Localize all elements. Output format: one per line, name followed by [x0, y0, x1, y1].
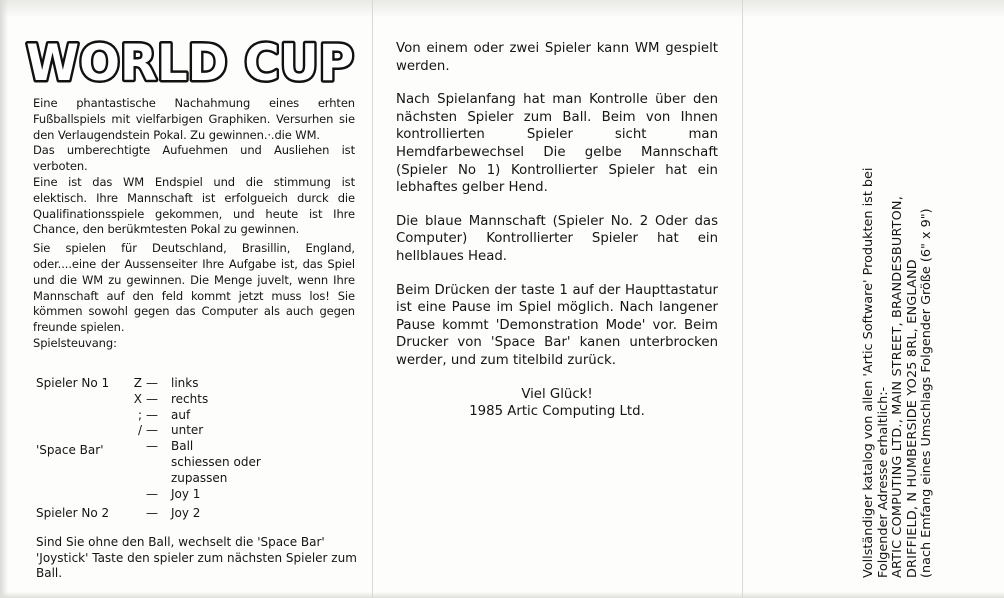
- action-down: unter: [171, 423, 204, 438]
- control-row-up: [36, 408, 356, 424]
- key-z: Z: [133, 376, 142, 390]
- controls-table: [36, 376, 356, 520]
- catalog-line-1: Vollständiger katalog von allen 'Artic Software' Produkten ist bei: [861, 167, 876, 578]
- intro-paragraph-3: Eine ist das WM Endspiel und die stimmung ist elektisch. Ihre Mannschaft ist erfolgueich durck die Qualifinationsspiele gekommen, und heute ist Ihre Chance, den berükmtesten Pokal zu gewinnen.: [33, 174, 355, 237]
- world-cup-logo: [20, 30, 360, 92]
- control-row-joy1: [36, 487, 356, 503]
- dash: —: [146, 439, 158, 454]
- action-left: links: [171, 376, 199, 390]
- intro-paragraph-2: Das umberechtigte Aufuehmen und Ausliehen ist verboten.: [33, 143, 355, 174]
- key-x: X: [133, 391, 142, 406]
- intro-paragraph-4: Sie spielen für Deutschland, Brasillin, England, oder....eine der Aussenseiter Ihre Aufgabe ist, das Spiel und die WM zu gewinnen. Die Menge juvelt, wenn Ihre Mannschaft auf den feld kommt jetzt muss los! Sie kömmen sowohl gegen das Computer als auch gegen freunde spielen.: [33, 241, 355, 335]
- company-credit: 1985 Artic Computing Ltd.: [469, 404, 645, 420]
- player2-label: Spieler No 2: [36, 506, 110, 521]
- dash: —: [146, 391, 158, 406]
- control-row-player2: [36, 504, 356, 520]
- panel-catalog-address: [862, 58, 935, 578]
- action-shoot: schiessen oder: [171, 454, 261, 469]
- gameplay-paragraph-4: Beim Drücken der taste 1 auf der Haupttastatur ist eine Pause im Spiel möglich. Nach langener Pause kommt 'Demonstration Mode' vor. Beim Drucker von 'Space Bar' kanen unterbrocken werder, und zum titelbild zurück.: [396, 282, 718, 368]
- control-row-right: [36, 392, 356, 408]
- control-row-spacebar-2: [36, 455, 356, 471]
- controls-heading: Spielsteuvang:: [33, 335, 117, 350]
- action-up: auf: [171, 407, 191, 422]
- action-joy2: Joy 2: [171, 506, 201, 521]
- scan-edge-bottom: [0, 592, 1004, 598]
- gameplay-paragraph-1: Von einem oder zwei Spieler kann WM gespielt werden.: [396, 41, 718, 74]
- action-ball: Ball: [171, 439, 194, 454]
- action-joy1: Joy 1: [171, 486, 201, 501]
- catalog-line-2: Folgender Adresse erhaltlich:-: [875, 386, 891, 578]
- dash: —: [146, 376, 158, 390]
- dash: —: [146, 486, 158, 501]
- scan-edge-left: [0, 0, 8, 598]
- control-row-down: [36, 423, 356, 439]
- signoff: Viel Glück!: [521, 386, 593, 402]
- logo-title: WORLD CUP: [26, 34, 354, 92]
- dash: —: [146, 423, 158, 438]
- panel-gameplay: [396, 40, 718, 421]
- panel-intro: [33, 96, 355, 352]
- control-row-spacebar-3: [36, 471, 356, 487]
- fold-line-left: [372, 0, 373, 598]
- gameplay-paragraph-2: Nach Spielanfang hat man Kontrolle über den nächsten Spieler zum Ball. Beim von Ihnen kontrollierten Spieler sicht man Hemdfarbewechsel Die gelbe Mannschaft (Spieler No 1) Kontrollierter Spieler hat ein lebhaftes gelber Hend.: [396, 92, 718, 196]
- control-row-spacebar: [36, 439, 356, 458]
- fold-line-right: [742, 0, 743, 598]
- envelope-note: (nach Emfang eines Umschlags Folgender Größe (6" x 9"): [919, 208, 934, 578]
- key-semicolon: ;: [137, 407, 142, 422]
- controls-footer: Sind Sie ohne den Ball, wechselt die 'Space Bar' 'Joystick' Taste den spieler zum nächsten Spieler zum Ball.: [36, 535, 357, 581]
- spacebar-label: 'Space Bar': [36, 443, 104, 458]
- key-slash: /: [137, 423, 142, 438]
- dash: —: [146, 407, 158, 422]
- address-line-1: ARTIC COMPUTING LTD., MAIN STREET, BRANDESBURTON,: [890, 196, 905, 578]
- action-pass: zupassen: [171, 470, 228, 485]
- control-row-left: [36, 376, 356, 392]
- intro-paragraph-1: Eine phantastische Nachahmung eines erhten Fußballspiels mit vielfarbigen Graphiken. Versurhen sie den Verlaugendstein Pokal. Zu gewinnen.·.die WM.: [33, 96, 355, 142]
- action-right: rechts: [171, 391, 209, 406]
- gameplay-paragraph-3: Die blaue Mannschaft (Spieler No. 2 Oder das Computer) Kontrollierter Spieler hat ein hellblaues Head.: [396, 213, 718, 264]
- player1-label: Spieler No 1: [36, 376, 110, 390]
- scan-edge-top: [0, 0, 1004, 18]
- address-line-2: DRIFFIELD, N HUMBERSIDE YO25 8RL, ENGLAND: [904, 259, 920, 578]
- dash: —: [146, 506, 158, 521]
